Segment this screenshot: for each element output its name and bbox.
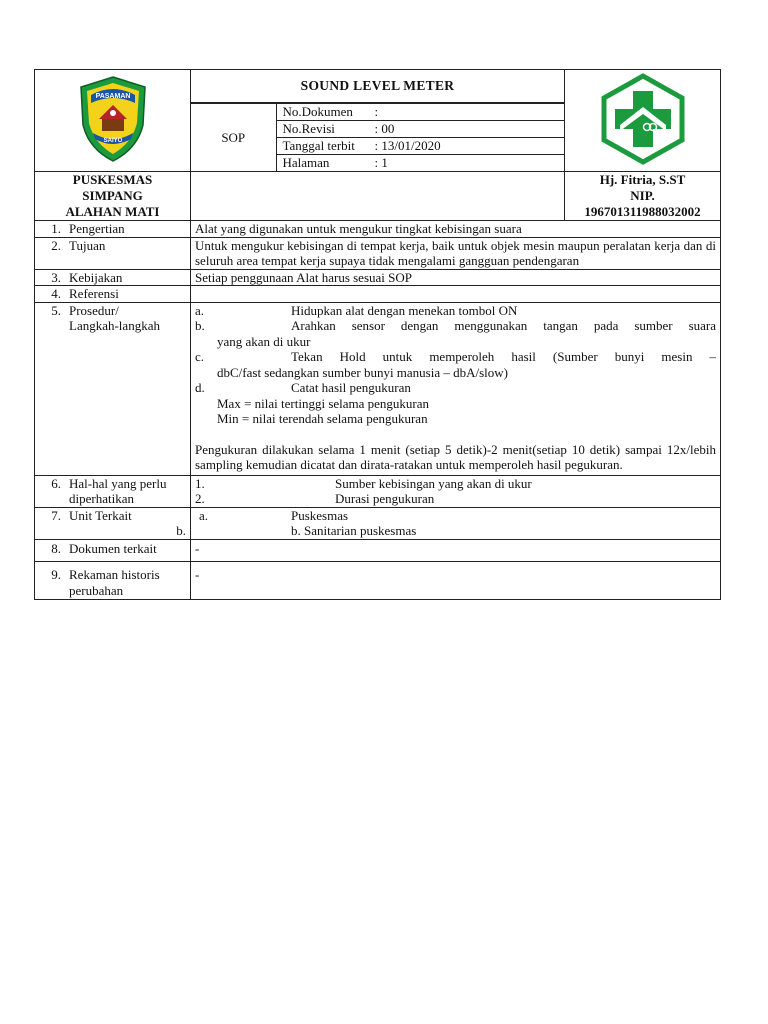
- row-label: b.: [176, 523, 186, 538]
- signer-nip-label: NIP.: [630, 188, 655, 203]
- row-number: 2.: [51, 237, 61, 253]
- list-item: [195, 476, 716, 492]
- list-text-continued: dbC/fast sedangkan sumber bunyi manusia – dbA/slow): [217, 364, 509, 380]
- signer-nip: 196701311988032002: [584, 204, 701, 219]
- list-text: Tekan Hold untuk memperoleh hasil (Sumber bunyi mesin –: [291, 349, 716, 364]
- doc-meta-value: : 00: [374, 121, 395, 136]
- list-marker: 1.: [195, 475, 205, 491]
- list-text: Hidupkan alat dengan menekan tombol ON: [291, 302, 518, 318]
- row-rekaman-historis: [35, 562, 721, 600]
- row-referensi: [35, 286, 721, 303]
- row-number: 8.: [51, 540, 61, 556]
- row-label: perubahan: [69, 582, 124, 598]
- doc-meta-value: : 1: [374, 155, 388, 170]
- org-name-line: PUSKESMAS: [72, 172, 153, 187]
- row-tujuan: [35, 237, 721, 269]
- doc-meta-label: No.Revisi: [282, 121, 335, 136]
- page-row: [276, 155, 564, 172]
- sop-table: [34, 69, 721, 600]
- related-units: [191, 507, 721, 539]
- list-item: [195, 303, 716, 319]
- row-label: Tujuan: [69, 237, 106, 253]
- list-marker: d.: [195, 380, 205, 395]
- list-marker: 2.: [195, 491, 205, 506]
- row-hal-hal: [35, 475, 721, 507]
- row-unit-terkait: [35, 507, 721, 539]
- row-text: Untuk mengukur kebisingan di tempat kerja, baik untuk objek mesin maupun peralatan kerja dan di seluruh area tempat kerja supaya tidak mengalami gangguan pendengaran: [191, 237, 721, 269]
- max-definition: Max = nilai tertinggi selama pengukuran: [217, 395, 430, 411]
- row-label: Referensi: [69, 286, 119, 301]
- org-name: [35, 172, 191, 221]
- row-prosedur: [35, 302, 721, 475]
- list-item: [195, 349, 716, 365]
- row-pengertian: [35, 221, 721, 238]
- row-text: Alat yang digunakan untuk mengukur tingkat kebisingan suara: [191, 221, 721, 238]
- row-label: Unit Terkait: [69, 507, 132, 523]
- list-text: b. Sanitarian puskesmas: [291, 523, 417, 538]
- issue-date-row: [276, 138, 564, 155]
- list-item: [195, 491, 716, 507]
- list-marker: a.: [199, 507, 209, 523]
- revision-row: [276, 121, 564, 138]
- list-marker: a.: [195, 302, 205, 318]
- org-name-line: SIMPANG: [82, 188, 143, 203]
- attention-items: [191, 475, 721, 507]
- row-number: 3.: [51, 269, 61, 285]
- row-number: 7.: [51, 507, 61, 523]
- row-number: 1.: [51, 221, 61, 236]
- svg-text:SAIYO: SAIYO: [103, 137, 122, 144]
- empty-middle-cell: [191, 172, 565, 221]
- row-label: Kebijakan: [69, 269, 123, 285]
- sop-label: SOP: [191, 104, 276, 172]
- list-text-continued: yang akan di ukur: [217, 333, 311, 349]
- list-marker: b.: [195, 318, 205, 333]
- right-logo-cell: [565, 70, 721, 172]
- org-name-line: ALAHAN MATI: [65, 204, 160, 219]
- doc-meta-label: No.Dokumen: [282, 104, 353, 119]
- measurement-note: Pengukuran dilakukan selama 1 menit (setiap 5 detik)-2 menit(setiap 10 detik) sampai 12x/lebih sampling kemudian dicatat dan dirata-ratakan untuk memperoleh hasil pegukuran.: [195, 441, 716, 472]
- list-text: Arahkan sensor dengan menggunakan tangan pada sumber suara: [291, 318, 716, 333]
- list-item: [195, 380, 716, 396]
- list-text: Catat hasil pengukuran: [291, 380, 411, 395]
- signer-name: Hj. Fitria, S.ST: [599, 172, 686, 187]
- row-label: Langkah-langkah: [69, 318, 160, 333]
- row-text: -: [191, 562, 721, 600]
- doc-number-row: [276, 104, 564, 121]
- row-label: Dokumen terkait: [69, 540, 157, 556]
- row-text: -: [191, 539, 721, 562]
- row-number: 5.: [51, 302, 61, 318]
- row-label: Prosedur/: [69, 302, 119, 318]
- row-text: Setiap penggunaan Alat harus sesuai SOP: [191, 269, 721, 286]
- row-number: 6.: [51, 475, 61, 491]
- signer-block: [565, 172, 721, 221]
- doc-meta-label: Halaman: [282, 155, 330, 170]
- doc-meta-value: : 13/01/2020: [374, 138, 441, 153]
- min-definition: Min = nilai terendah selama pengukuran: [217, 411, 428, 426]
- list-text: Puskesmas: [291, 507, 349, 523]
- row-dokumen-terkait: [35, 539, 721, 562]
- row-kebijakan: [35, 269, 721, 286]
- svg-text:PASAMAN: PASAMAN: [95, 92, 130, 100]
- puskesmas-logo-icon: [598, 73, 688, 165]
- doc-meta-label: Tanggal terbit: [282, 138, 355, 153]
- document-title: SOUND LEVEL METER: [191, 70, 565, 103]
- row-label: Pengertian: [69, 221, 125, 236]
- pasaman-regency-emblem-icon: [77, 75, 149, 163]
- row-number: 4.: [51, 286, 61, 301]
- row-number: 9.: [51, 567, 61, 582]
- row-text: [191, 286, 721, 303]
- row-label: diperhatikan: [69, 491, 134, 506]
- row-label: Hal-hal yang perlu: [69, 475, 167, 491]
- doc-meta-value: :: [374, 104, 379, 119]
- list-text: Durasi pengukuran: [335, 491, 435, 506]
- sop-document: [34, 69, 720, 600]
- left-logo-cell: [35, 70, 191, 172]
- list-item: [195, 318, 716, 334]
- sop-meta-cell: [191, 103, 565, 172]
- list-text: Sumber kebisingan yang akan di ukur: [335, 475, 532, 491]
- row-label: Rekaman historis: [69, 567, 160, 582]
- list-item: [195, 508, 716, 524]
- list-marker: c.: [195, 349, 205, 364]
- procedure-steps: [191, 302, 721, 475]
